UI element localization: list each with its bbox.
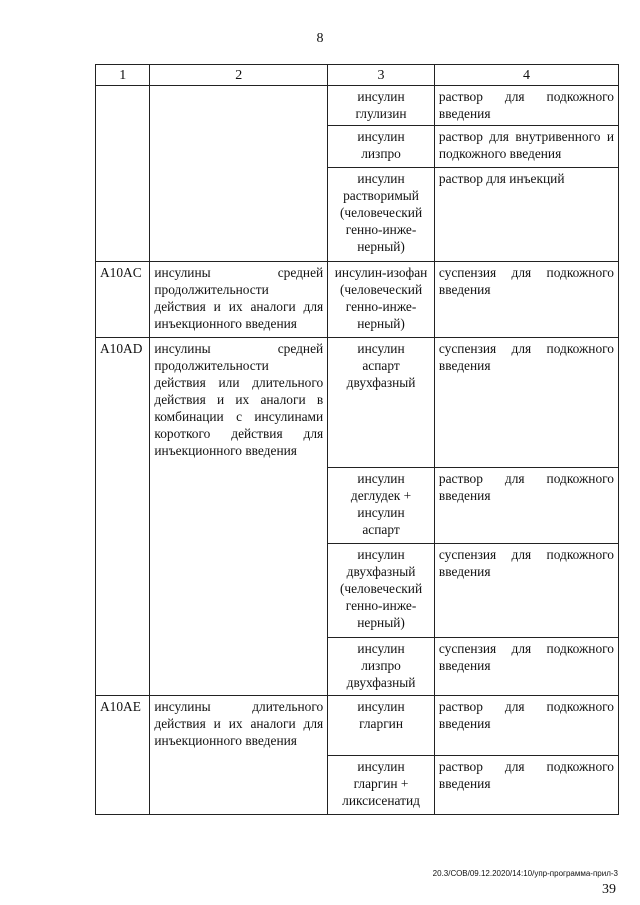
drug-name-cell: инсулин глулизин — [328, 86, 435, 126]
atc-code-cell: A10AE — [96, 696, 150, 815]
drug-name-cell: инсулин растворимый (человеческий генно-инже- нерный) — [328, 168, 435, 262]
drug-name-cell: инсулин-изофан (человеческий генно-инже- нерный) — [328, 262, 435, 338]
drug-name-cell: инсулин лизпро — [328, 126, 435, 168]
document-reference: 20.3/СОВ/09.12.2020/14:10/упр-программа-прил-3 — [432, 869, 618, 878]
table-row — [96, 338, 619, 468]
column-header-2: 2 — [150, 65, 328, 86]
column-header-4: 4 — [434, 65, 618, 86]
column-header-1: 1 — [96, 65, 150, 86]
table-row — [96, 86, 619, 126]
dosage-form-cell: суспензия для подкожного введения — [434, 338, 618, 468]
dosage-form-cell: суспензия для подкожного введения — [434, 638, 618, 696]
dosage-form-cell: раствор для подкожного введения — [434, 86, 618, 126]
dosage-form-cell: раствор для инъекций — [434, 168, 618, 262]
atc-code-cell: A10AD — [96, 338, 150, 696]
atc-code-cell-empty — [96, 86, 150, 262]
drug-classification-table — [95, 64, 619, 815]
dosage-form-cell: суспензия для подкожного введения — [434, 544, 618, 638]
dosage-form-cell: раствор для подкожного введения — [434, 756, 618, 815]
column-header-3: 3 — [328, 65, 435, 86]
dosage-form-cell: суспензия для подкожного введения — [434, 262, 618, 338]
atc-code-cell: A10AC — [96, 262, 150, 338]
group-name-cell: инсулины длительного действия и их аналоги для инъекционного введения — [150, 696, 328, 815]
drug-name-cell: инсулин двухфазный (человеческий генно-инже- нерный) — [328, 544, 435, 638]
table-row — [96, 262, 619, 338]
drug-name-cell: инсулин аспарт двухфазный — [328, 338, 435, 468]
dosage-form-cell: раствор для подкожного введения — [434, 468, 618, 544]
dosage-form-cell: раствор для подкожного введения — [434, 696, 618, 756]
drug-name-cell: инсулин лизпро двухфазный — [328, 638, 435, 696]
drug-name-cell: инсулин гларгин — [328, 696, 435, 756]
group-name-cell: инсулины средней продолжительности действия или длительного действия и их аналоги в комбинации с инсулинами короткого действия для инъекционного введения — [150, 338, 328, 696]
dosage-form-cell: раствор для внутривенного и подкожного введения — [434, 126, 618, 168]
drug-name-cell: инсулин деглудек + инсулин аспарт — [328, 468, 435, 544]
table-row — [96, 696, 619, 756]
drug-name-cell: инсулин гларгин + ликсисенатид — [328, 756, 435, 815]
group-name-cell-empty — [150, 86, 328, 262]
page-number-top: 8 — [316, 31, 324, 46]
table-header-row — [96, 65, 619, 86]
group-name-cell: инсулины средней продолжительности действия и их аналоги для инъекционного введения — [150, 262, 328, 338]
page-number-bottom: 39 — [602, 882, 616, 897]
